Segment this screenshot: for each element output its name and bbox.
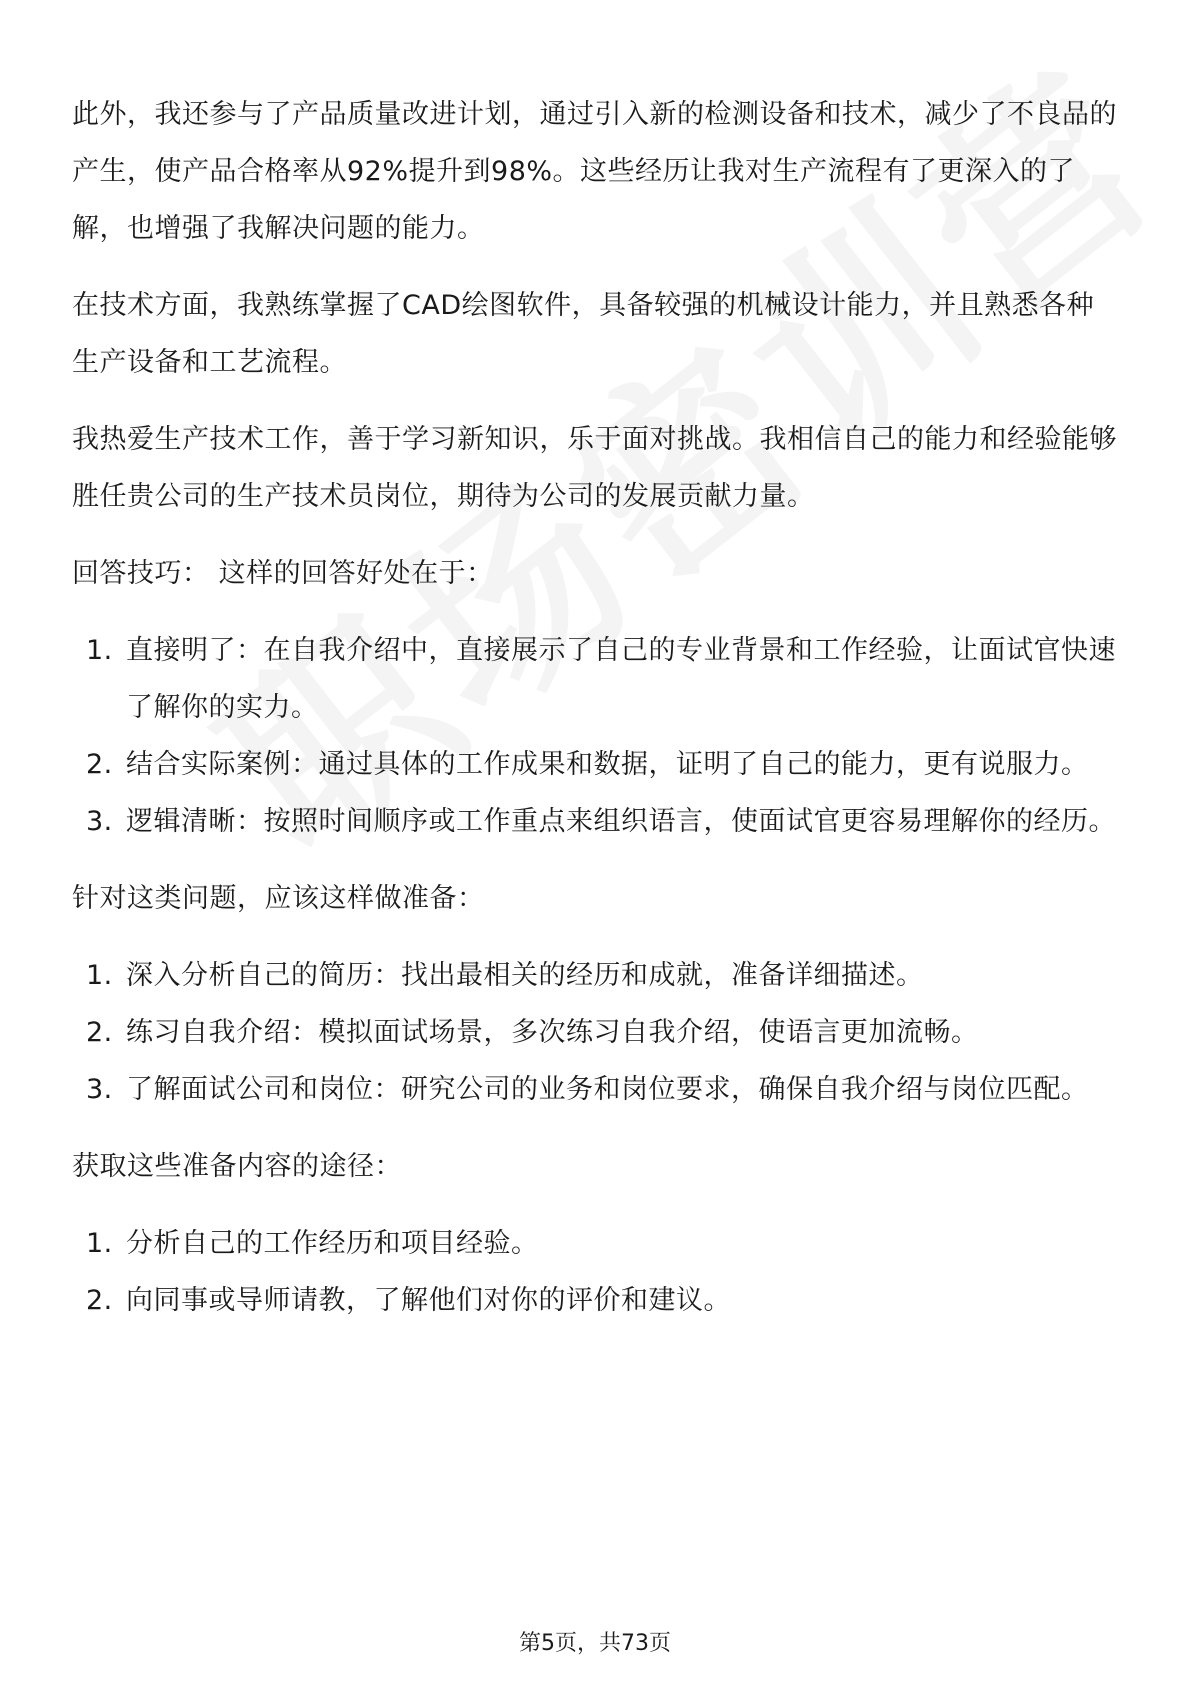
- list-number: 2.: [86, 749, 113, 780]
- list-item-text: 了解面试公司和岗位：研究公司的业务和岗位要求，确保自我介绍与岗位匹配。: [126, 1074, 1089, 1105]
- prep-heading: 针对这类问题，应该这样做准备：: [72, 883, 485, 914]
- list-item-text: 结合实际案例：通过具体的工作成果和数据，证明了自己的能力，更有说服力。: [126, 749, 1089, 780]
- paragraph-quality-improvement: 此外，我还参与了产品质量改进计划，通过引入新的检测设备和技术，减少了不良品的产生，使产品合格率从92%提升到98%。这些经历让我对生产流程有了更深入的了解，也增强了我解决问题的能力。: [72, 99, 1117, 244]
- list-item: [72, 793, 1120, 850]
- list-number: 1.: [86, 635, 113, 666]
- sources-heading: 获取这些准备内容的途径：: [72, 1151, 402, 1182]
- list-number: 1.: [86, 1228, 113, 1259]
- list-item-text: 分析自己的工作经历和项目经验。: [126, 1228, 539, 1259]
- paragraph-technical-skills: 在技术方面，我熟练掌握了CAD绘图软件，具备较强的机械设计能力，并且熟悉各种生产设备和工艺流程。: [72, 290, 1095, 378]
- list-item-text: 直接明了：在自我介绍中，直接展示了自己的专业背景和工作经验，让面试官快速了解你的实力。: [126, 635, 1116, 723]
- page-number: 第5页，共73页: [519, 1631, 671, 1656]
- tips-list: [72, 622, 1120, 850]
- list-item: [72, 1215, 1120, 1272]
- prep-list: [72, 947, 1120, 1118]
- list-item: [72, 1004, 1120, 1061]
- list-item: [72, 736, 1120, 793]
- list-number: 3.: [86, 806, 113, 837]
- list-item: [72, 947, 1120, 1004]
- sources-list: [72, 1215, 1120, 1329]
- list-number: 2.: [86, 1285, 113, 1316]
- paragraph-motivation: 我热爱生产技术工作，善于学习新知识，乐于面对挑战。我相信自己的能力和经验能够胜任贵公司的生产技术员岗位，期待为公司的发展贡献力量。: [72, 424, 1117, 512]
- list-number: 3.: [86, 1074, 113, 1105]
- list-item: [72, 1272, 1120, 1329]
- list-item-text: 逻辑清晰：按照时间顺序或工作重点来组织语言，使面试官更容易理解你的经历。: [126, 806, 1116, 837]
- list-item: [72, 622, 1120, 736]
- list-item: [72, 1061, 1120, 1118]
- list-item-text: 练习自我介绍：模拟面试场景，多次练习自我介绍，使语言更加流畅。: [126, 1017, 979, 1048]
- document-body: [72, 86, 1120, 1349]
- list-number: 1.: [86, 960, 113, 991]
- list-number: 2.: [86, 1017, 113, 1048]
- list-item-text: 向同事或导师请教，了解他们对你的评价和建议。: [126, 1285, 731, 1316]
- tips-heading: 回答技巧： 这样的回答好处在于：: [72, 558, 494, 589]
- list-item-text: 深入分析自己的简历：找出最相关的经历和成就，准备详细描述。: [126, 960, 924, 991]
